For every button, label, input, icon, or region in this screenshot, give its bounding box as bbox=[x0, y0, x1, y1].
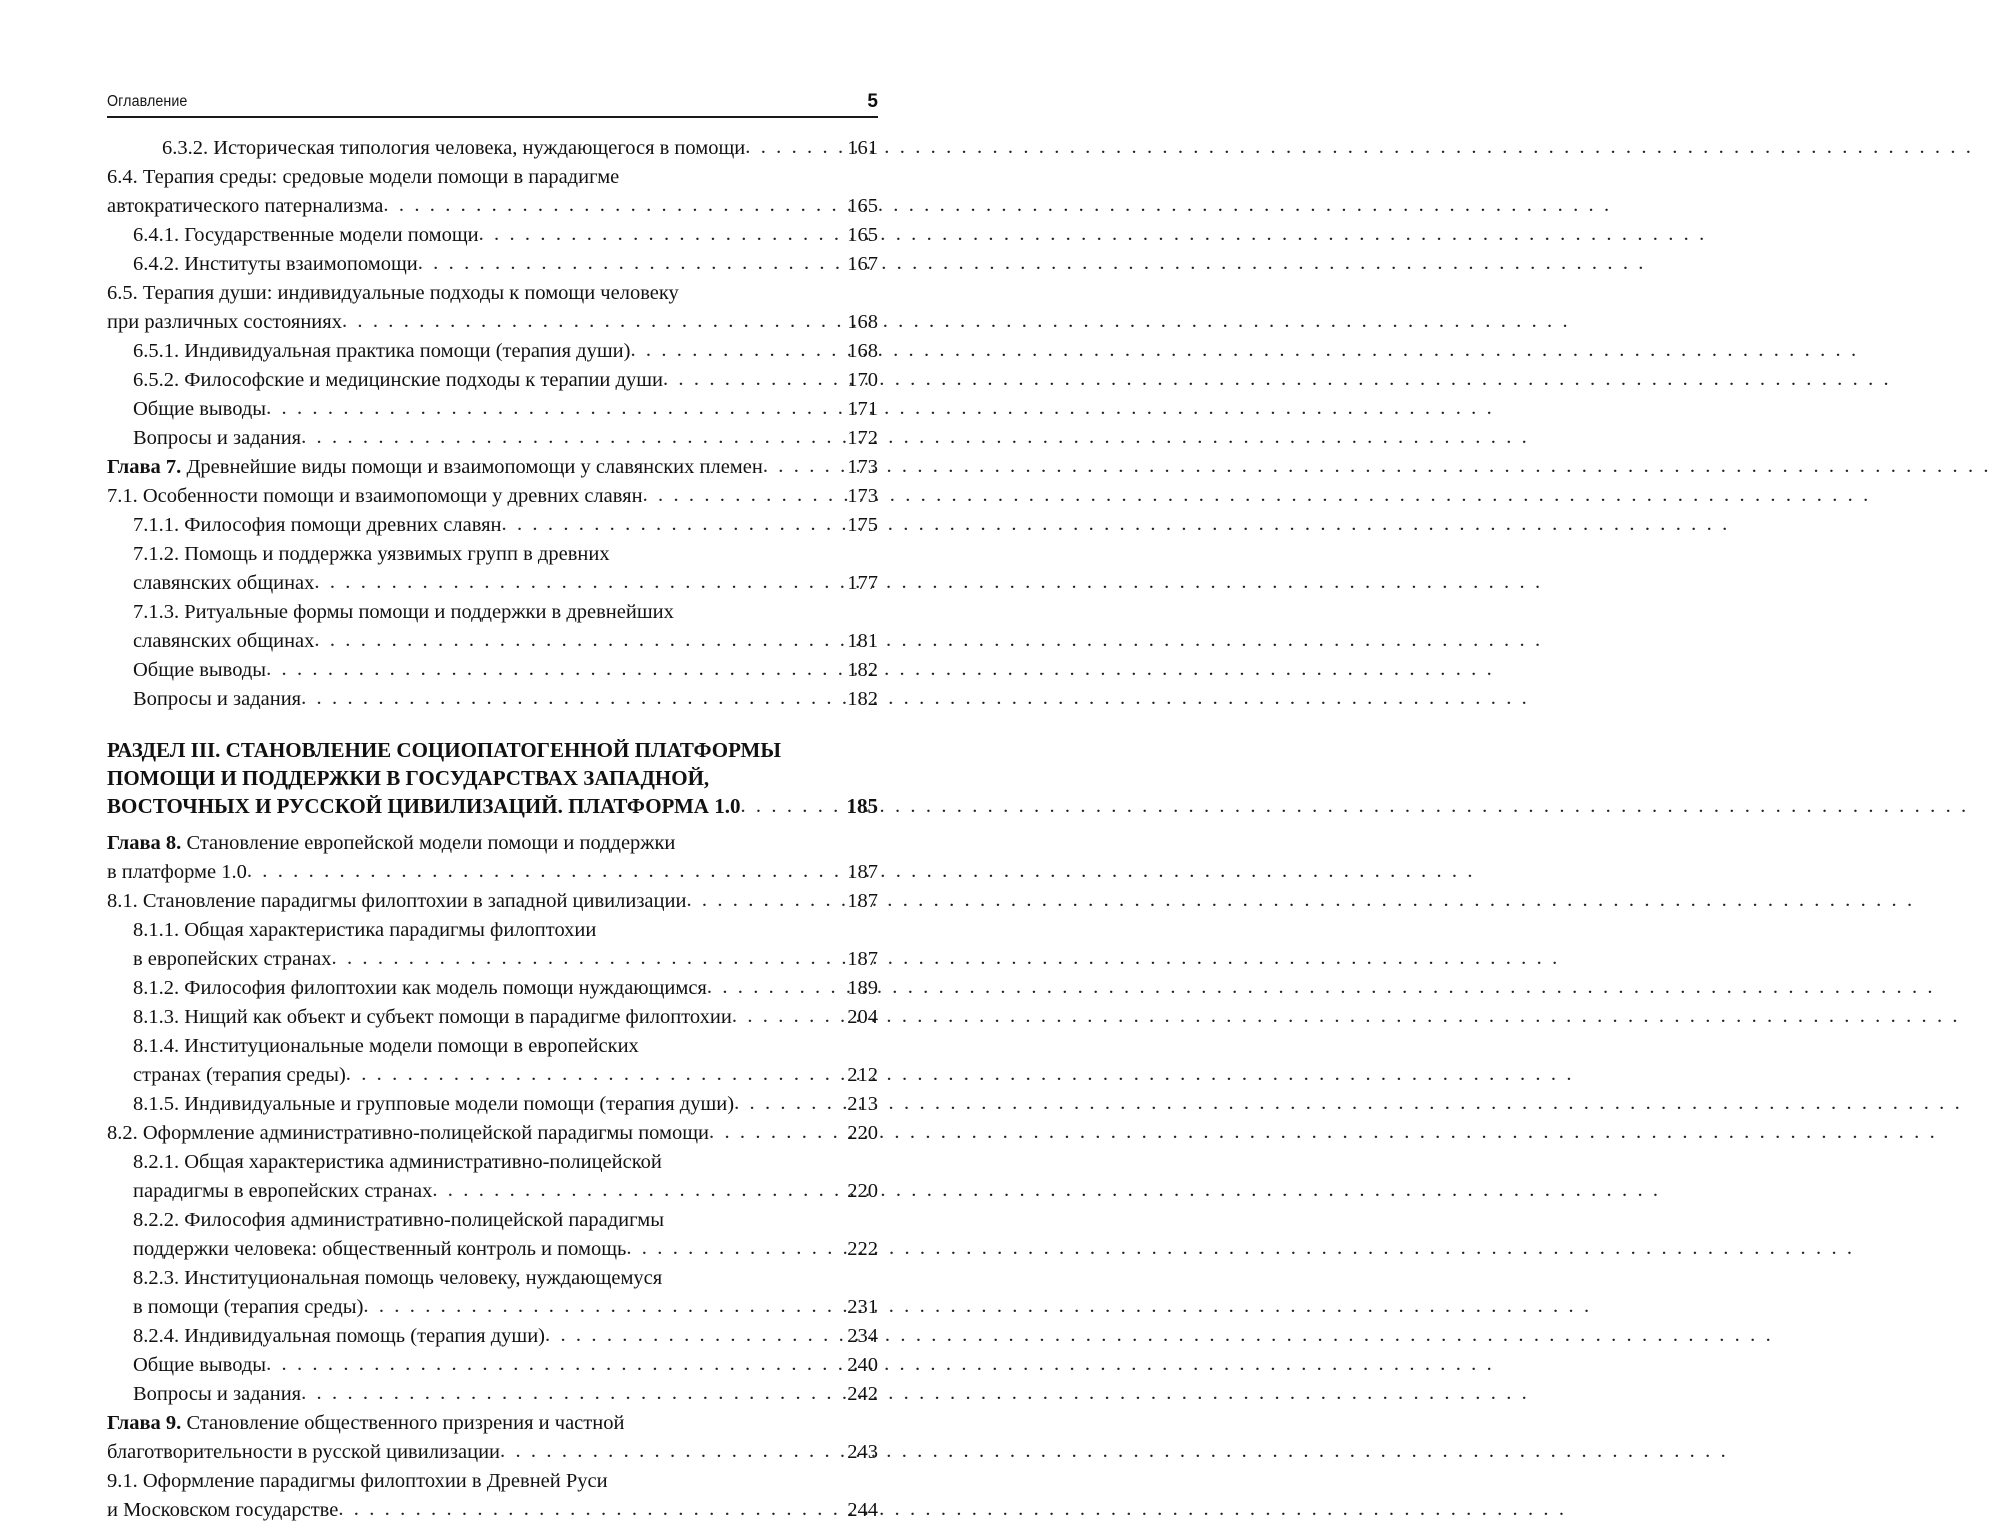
toc-entry-page-number: 165 bbox=[847, 224, 878, 246]
toc-entry[interactable] bbox=[133, 685, 878, 714]
toc-entry-label: в платформе 1.0 bbox=[107, 861, 247, 883]
leader-dots bbox=[732, 1002, 845, 1031]
toc-entry-label: 8.2.1. Общая характеристика административно-полицейской bbox=[133, 1151, 662, 1173]
toc-part-heading-line: ПОМОЩИ И ПОДДЕРЖКИ В ГОСУДАРСТВАХ ЗАПАДНОЙ, bbox=[107, 766, 710, 790]
toc-entry[interactable] bbox=[133, 1380, 878, 1409]
toc-entry-label: при различных состояниях bbox=[107, 311, 342, 333]
toc-entry-page-number: 234 bbox=[847, 1325, 878, 1347]
toc-entry-label: 8.2.2. Философия административно-полицейской парадигмы bbox=[133, 1209, 665, 1231]
leader-dots bbox=[314, 568, 845, 597]
toc-entry[interactable] bbox=[133, 1322, 878, 1351]
toc-entry-page-number: 175 bbox=[847, 514, 878, 536]
toc-entry-page-number: 220 bbox=[847, 1122, 878, 1144]
toc-entry[interactable] bbox=[133, 1090, 878, 1119]
toc-entry-label bbox=[107, 453, 763, 482]
toc-entry-label: благотворительности в русской цивилизации bbox=[107, 1441, 501, 1463]
leader-dots bbox=[500, 1437, 845, 1466]
toc-entry-page-number: 173 bbox=[847, 485, 878, 507]
toc-entry-page-number: 187 bbox=[847, 890, 878, 912]
leader-dots bbox=[502, 510, 846, 539]
leader-dots bbox=[332, 944, 846, 973]
toc-entry-page-number: 177 bbox=[847, 572, 878, 594]
toc-entry[interactable] bbox=[133, 1061, 878, 1090]
leader-dots bbox=[643, 481, 846, 510]
toc-entry-wrapped-line[interactable] bbox=[133, 1206, 878, 1235]
leader-dots bbox=[418, 249, 846, 278]
leader-dots bbox=[734, 1089, 845, 1118]
leader-dots bbox=[432, 1176, 845, 1205]
leader-dots bbox=[626, 1234, 845, 1263]
leader-dots bbox=[301, 1379, 845, 1408]
leader-dots bbox=[363, 1292, 845, 1321]
toc-entry[interactable] bbox=[162, 134, 878, 163]
toc-entry-label: 8.1.4. Институциональные модели помощи в европейских bbox=[133, 1035, 639, 1057]
toc-entry[interactable] bbox=[107, 453, 878, 482]
toc-entry-page-number: 170 bbox=[847, 369, 878, 391]
leader-dots bbox=[266, 1350, 845, 1379]
toc-entry-label: 9.1. Оформление парадигмы филоптохии в Древней Руси bbox=[107, 1470, 608, 1492]
toc-entry-page-number: 231 bbox=[847, 1296, 878, 1318]
toc-part-heading-last-line bbox=[107, 792, 878, 821]
toc-entry-label: Общие выводы bbox=[133, 1354, 267, 1376]
toc-entry-page-number: 181 bbox=[847, 630, 878, 652]
toc-entry[interactable] bbox=[107, 482, 878, 511]
toc-entry-label: Становление общественного призрения и частной bbox=[181, 1412, 625, 1434]
toc-entry[interactable] bbox=[133, 1003, 878, 1032]
toc-entry[interactable] bbox=[107, 1438, 878, 1467]
leader-dots bbox=[479, 220, 846, 249]
toc-entry[interactable] bbox=[133, 250, 878, 279]
leader-dots bbox=[707, 973, 845, 1002]
toc-entry-label: Общие выводы bbox=[133, 659, 267, 681]
leader-dots bbox=[266, 655, 845, 684]
leader-dots bbox=[686, 886, 845, 915]
leader-dots bbox=[763, 452, 845, 481]
toc-entry-label: славянских общинах bbox=[133, 572, 315, 594]
toc-entry-wrapped-line[interactable] bbox=[107, 279, 878, 308]
toc-entry-label: 8.1.2. Философия филоптохии как модель помощи нуждающимся bbox=[133, 977, 707, 999]
toc-entry-wrapped-line[interactable] bbox=[133, 1264, 878, 1293]
leader-dots bbox=[709, 1118, 845, 1147]
toc-entry-label: 6.5. Терапия души: индивидуальные подходы к помощи человеку bbox=[107, 282, 679, 304]
toc-entry[interactable] bbox=[107, 192, 878, 221]
toc-entry[interactable] bbox=[133, 1351, 878, 1380]
toc-entry-label: 7.1.1. Философия помощи древних славян bbox=[133, 514, 502, 536]
toc-entry-label: 8.1. Становление парадигмы филоптохии в западной цивилизации bbox=[107, 890, 687, 912]
leader-dots bbox=[338, 1495, 845, 1524]
toc-entry-label: в европейских странах bbox=[133, 948, 332, 970]
toc-entry-page-number: 168 bbox=[847, 340, 878, 362]
toc-entry-label: Вопросы и задания bbox=[133, 1383, 302, 1405]
toc-entry-label: 8.2.3. Институциональная помощь человеку, нуждающемуся bbox=[133, 1267, 663, 1289]
toc-entry-page-number: 187 bbox=[847, 948, 878, 970]
page-folio-number: 5 bbox=[867, 91, 878, 112]
toc-entry-page-number: 204 bbox=[847, 1006, 878, 1028]
toc-entry-label: 6.4.1. Государственные модели помощи bbox=[133, 224, 479, 246]
toc-entry-label: 8.2. Оформление административно-полицейской парадигмы помощи bbox=[107, 1122, 710, 1144]
toc-entry-wrapped-line[interactable] bbox=[133, 1032, 878, 1061]
toc-entry[interactable] bbox=[133, 627, 878, 656]
toc-entry-label: в помощи (терапия среды) bbox=[133, 1296, 364, 1318]
toc-entry[interactable] bbox=[133, 569, 878, 598]
toc-entry-wrapped-line[interactable] bbox=[107, 1409, 878, 1438]
toc-entry[interactable] bbox=[133, 1235, 878, 1264]
toc-entry-label: и Московском государстве bbox=[107, 1499, 339, 1521]
toc-entry[interactable] bbox=[133, 221, 878, 250]
toc-entry-wrapped-line[interactable] bbox=[107, 163, 878, 192]
toc-chapter-marker: Глава 9. bbox=[107, 1412, 182, 1434]
toc-chapter-marker: Глава 7. bbox=[107, 456, 182, 478]
leader-dots bbox=[346, 1060, 845, 1089]
toc-entry[interactable] bbox=[133, 511, 878, 540]
leader-dots bbox=[740, 792, 846, 820]
toc-entry-wrapped-line[interactable] bbox=[133, 540, 878, 569]
toc-entry-label: 8.1.3. Нищий как объект и субъект помощи в парадигме филоптохии bbox=[133, 1006, 732, 1028]
toc-entry[interactable] bbox=[133, 366, 878, 395]
toc-entry-page-number: 189 bbox=[847, 977, 878, 999]
toc-entry-label: Становление европейской модели помощи и поддержки bbox=[181, 832, 676, 854]
leader-dots bbox=[745, 133, 845, 162]
toc-entry-label: Вопросы и задания bbox=[133, 427, 302, 449]
toc-entry-title: Древнейшие виды помощи и взаимопомощи у славянских племен bbox=[181, 456, 763, 478]
toc-entry-wrapped-line[interactable] bbox=[107, 829, 878, 858]
leader-dots bbox=[663, 365, 845, 394]
toc-entry-label: 7.1. Особенности помощи и взаимопомощи у древних славян bbox=[107, 485, 643, 507]
leader-dots bbox=[266, 394, 845, 423]
toc-entry-label: 7.1.3. Ритуальные формы помощи и поддержки в древнейших bbox=[133, 601, 674, 623]
toc-part-heading-line: РАЗДЕЛ III. СТАНОВЛЕНИЕ СОЦИОПАТОГЕННОЙ ПЛАТФОРМЫ bbox=[107, 738, 781, 762]
toc-entry[interactable] bbox=[107, 887, 878, 916]
toc-entry-label: 7.1.2. Помощь и поддержка уязвимых групп в древних bbox=[133, 543, 610, 565]
toc-entry[interactable] bbox=[133, 395, 878, 424]
toc-entry-page-number: 165 bbox=[847, 195, 878, 217]
toc-entry-label: поддержки человека: общественный контроль и помощь bbox=[133, 1238, 627, 1260]
leader-dots bbox=[383, 191, 845, 220]
toc-entry-wrapped-line[interactable] bbox=[133, 916, 878, 945]
toc-entry[interactable] bbox=[133, 337, 878, 366]
toc-entry-page-number: 244 bbox=[847, 1499, 878, 1521]
toc-entry[interactable] bbox=[133, 424, 878, 453]
toc-entry-label: 6.3.2. Историческая типология человека, нуждающегося в помощи bbox=[162, 137, 746, 159]
toc-entry-label: 8.1.1. Общая характеристика парадигмы филоптохии bbox=[133, 919, 597, 941]
leader-dots bbox=[342, 307, 845, 336]
toc-entry-page-number: 240 bbox=[847, 1354, 878, 1376]
toc-entry-page-number: 161 bbox=[847, 137, 878, 159]
toc-entry-label: славянских общинах bbox=[133, 630, 315, 652]
toc-entry-label: 8.1.5. Индивидуальные и групповые модели помощи (терапия души) bbox=[133, 1093, 735, 1115]
toc-entry-label: 6.4. Терапия среды: средовые модели помощи в парадигме bbox=[107, 166, 620, 188]
toc-entry-wrapped-line[interactable] bbox=[133, 1148, 878, 1177]
toc-entry-page-number: 213 bbox=[847, 1093, 878, 1115]
toc-entry-page-number: 167 bbox=[847, 253, 878, 275]
toc-entry[interactable] bbox=[107, 308, 878, 337]
toc-entry-label: 6.5.2. Философские и медицинские подходы к терапии души bbox=[133, 369, 663, 391]
toc-entry-label: парадигмы в европейских странах bbox=[133, 1180, 433, 1202]
toc-entry-wrapped-line[interactable] bbox=[107, 1467, 878, 1496]
toc-entry-label: Вопросы и задания bbox=[133, 688, 302, 710]
toc-entry[interactable] bbox=[107, 1496, 878, 1525]
toc-entry-label: 8.2.4. Индивидуальная помощь (терапия души) bbox=[133, 1325, 546, 1347]
leader-dots bbox=[247, 857, 845, 886]
toc-entry-page-number: 172 bbox=[847, 427, 878, 449]
leader-dots bbox=[301, 684, 845, 713]
toc-entry-label: 6.5.1. Индивидуальная практика помощи (терапия души) bbox=[133, 340, 631, 362]
toc-entry-page-number: 168 bbox=[847, 311, 878, 333]
toc-entry[interactable] bbox=[133, 1293, 878, 1322]
leader-dots bbox=[301, 423, 845, 452]
toc-entry-page-number: 185 bbox=[846, 794, 878, 818]
toc-entry[interactable] bbox=[107, 1119, 878, 1148]
toc-entry[interactable] bbox=[133, 656, 878, 685]
toc-entry-page-number: 222 bbox=[847, 1238, 878, 1260]
leader-dots bbox=[545, 1321, 845, 1350]
toc-entry-page-number: 182 bbox=[847, 688, 878, 710]
toc-entry-page-number: 220 bbox=[847, 1180, 878, 1202]
table-of-contents bbox=[107, 134, 878, 1525]
toc-entry[interactable] bbox=[133, 1177, 878, 1206]
toc-entry-label: 6.4.2. Институты взаимопомощи bbox=[133, 253, 418, 275]
toc-entry-label: странах (терапия среды) bbox=[133, 1064, 346, 1086]
running-head-title: Оглавление bbox=[107, 93, 188, 110]
toc-entry-page-number: 212 bbox=[847, 1064, 878, 1086]
toc-entry-page-number: 242 bbox=[847, 1383, 878, 1405]
toc-entry[interactable] bbox=[133, 945, 878, 974]
toc-entry-page-number: 173 bbox=[847, 456, 878, 478]
running-head bbox=[107, 92, 878, 118]
toc-entry[interactable] bbox=[133, 974, 878, 1003]
toc-entry[interactable] bbox=[107, 858, 878, 887]
leader-dots bbox=[314, 626, 845, 655]
leader-dots bbox=[630, 336, 845, 365]
toc-entry-label: Общие выводы bbox=[133, 398, 267, 420]
toc-entry-label: автократического патернализма bbox=[107, 195, 384, 217]
toc-entry-page-number: 187 bbox=[847, 861, 878, 883]
toc-part-heading[interactable] bbox=[107, 736, 878, 821]
toc-chapter-marker: Глава 8. bbox=[107, 832, 182, 854]
toc-entry-page-number: 243 bbox=[847, 1441, 878, 1463]
toc-entry-wrapped-line[interactable] bbox=[133, 598, 878, 627]
toc-entry-page-number: 182 bbox=[847, 659, 878, 681]
toc-entry-label: ВОСТОЧНЫХ И РУССКОЙ ЦИВИЛИЗАЦИЙ. ПЛАТФОРМА 1.0 bbox=[107, 794, 741, 818]
toc-entry-page-number: 171 bbox=[847, 398, 878, 420]
